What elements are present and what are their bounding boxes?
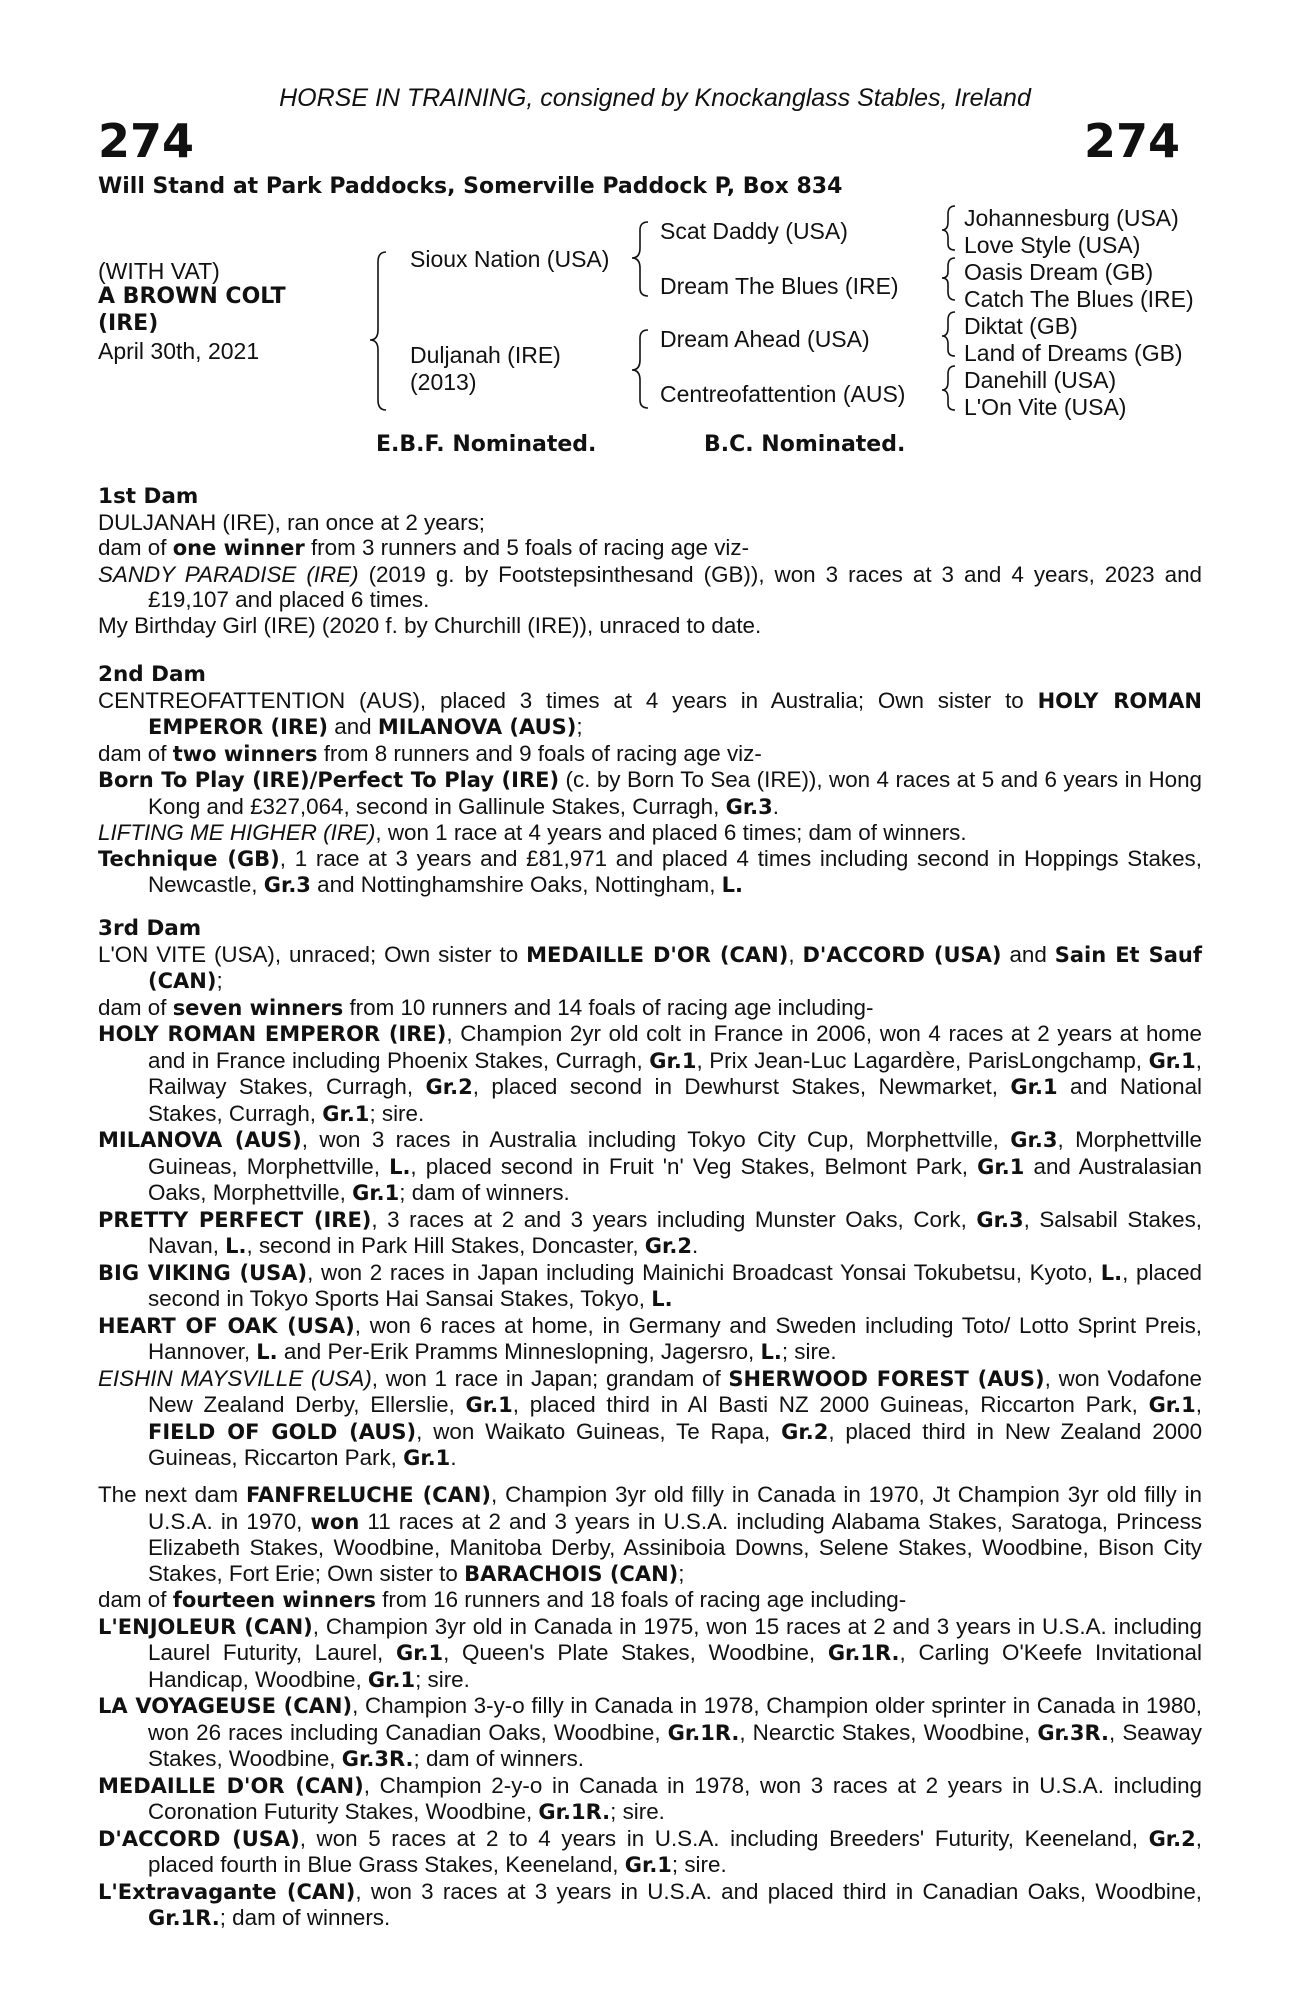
produce-entry: SANDY PARADISE (IRE) (2019 g. by Footstepsinthesand (GB)), won 3 races at 3 and 4 years, 2023 and £19,107 and placed 6 times. xyxy=(98,561,1202,612)
pedigree-sire-sire: Scat Daddy (USA) xyxy=(660,218,848,244)
consignor-line: HORSE IN TRAINING, consigned by Knockanglass Stables, Ireland xyxy=(279,84,1031,112)
first-dam-section xyxy=(98,484,1202,638)
stand-location: Will Stand at Park Paddocks, Somerville Paddock P, Box 834 xyxy=(98,174,843,199)
produce-entry: My Birthday Girl (IRE) (2020 f. by Churchill (IRE)), unraced to date. xyxy=(98,612,762,638)
pedigree-sire: Sioux Nation (USA) xyxy=(410,246,610,272)
first-dam-summary: DULJANAH (IRE), ran once at 2 years; xyxy=(98,509,485,535)
third-dam-summary: L'ON VITE (USA), unraced; Own sister to MEDAILLE D'OR (CAN), D'ACCORD (USA) and Sain Et Sauf (CAN); xyxy=(98,941,1202,993)
foaling-date: April 30th, 2021 xyxy=(98,338,260,364)
produce-entry: MEDAILLE D'OR (CAN), Champion 2-y-o in Canada in 1978, won 3 races at 2 years in U.S.A. including Coronation Futurity Stakes, Woodbine, Gr.1R.; sire. xyxy=(98,1772,1202,1824)
pedigree-dam-sire: Dream Ahead (USA) xyxy=(660,326,870,352)
third-dam-heading: 3rd Dam xyxy=(98,916,202,941)
second-dam-produce-intro: dam of two winners from 8 runners and 9 foals of racing age viz- xyxy=(98,740,762,766)
second-dam-heading: 2nd Dam xyxy=(98,662,206,687)
second-dam-summary: CENTREOFATTENTION (AUS), placed 3 times at 4 years in Australia; Own sister to HOLY ROMAN EMPEROR (IRE) and MILANOVA (AUS); xyxy=(98,687,1202,739)
second-dam-section xyxy=(98,662,1202,899)
vat-status: (WITH VAT) xyxy=(98,258,220,284)
third-dam-produce-intro: dam of seven winners from 10 runners and 14 foals of racing age including- xyxy=(98,994,874,1020)
produce-entry: Born To Play (IRE)/Perfect To Play (IRE) (c. by Born To Sea (IRE)), won 4 races at 5 and 6 years in Hong Kong and £327,064, second in Gallinule Stakes, Curragh, Gr.3. xyxy=(98,767,1202,819)
third-dam-section xyxy=(98,916,1202,1472)
produce-entry: MILANOVA (AUS), won 3 races in Australia including Tokyo City Cup, Morphettville, Gr.3, Morphettville Guineas, Morphettville, L., placed second in Fruit 'n' Veg Stakes, Belmont Park, Gr.1 and Australasian Oaks, Morphettville, Gr.1; dam of winners. xyxy=(98,1127,1203,1205)
first-dam-produce-intro: dam of one winner from 3 runners and 5 foals of racing age viz- xyxy=(98,535,750,560)
horse-description: A BROWN COLT xyxy=(98,284,286,309)
produce-entry: HOLY ROMAN EMPEROR (IRE), Champion 2yr old colt in France in 2006, won 4 races at 2 years at home and in France including Phoenix Stakes, Curragh, Gr.1, Prix Jean-Luc Lagardère, ParisLongchamp, Gr.1, Railway Stakes, Curragh, Gr.2, placed second in Dewhurst Stakes, Newmarket, Gr.1 and National Stakes, Curragh, Gr.1; sire. xyxy=(98,1021,1202,1126)
produce-entry: EISHIN MAYSVILLE (USA), won 1 race in Japan; grandam of SHERWOOD FOREST (AUS), won Vodafone New Zealand Derby, Ellerslie, Gr.1, placed third in Al Basti NZ 2000 Guineas, Riccarton Park, Gr.1, FIELD OF GOLD (AUS), won Waikato Guineas, Te Rapa, Gr.2, placed third in New Zealand 2000 Guineas, Riccarton Park, Gr.1. xyxy=(98,1365,1203,1470)
next-dam-produce-intro: dam of fourteen winners from 16 runners and 18 foals of racing age including- xyxy=(98,1587,907,1612)
pedigree-sire-dam: Dream The Blues (IRE) xyxy=(660,273,899,299)
pedigree-gen3-8: L'On Vite (USA) xyxy=(964,394,1127,420)
lot-number-left: 274 xyxy=(98,114,195,168)
ebf-nomination: E.B.F. Nominated. xyxy=(376,432,597,457)
bc-nomination: B.C. Nominated. xyxy=(704,432,906,457)
pedigree-gen3-2: Love Style (USA) xyxy=(964,232,1141,258)
pedigree-dam: Duljanah (IRE) xyxy=(410,342,561,368)
produce-entry: LIFTING ME HIGHER (IRE), won 1 race at 4 years and placed 6 times; dam of winners. xyxy=(98,820,967,845)
pedigree-gen3-1: Johannesburg (USA) xyxy=(964,205,1179,231)
produce-entry: D'ACCORD (USA), won 5 races at 2 to 4 years in U.S.A. including Breeders' Futurity, Keeneland, Gr.2, placed fourth in Blue Grass Stakes, Keeneland, Gr.1; sire. xyxy=(98,1825,1202,1877)
pedigree-gen3-3: Oasis Dream (GB) xyxy=(964,259,1154,285)
next-dam-section xyxy=(98,1482,1202,1932)
first-dam-heading: 1st Dam xyxy=(98,484,199,509)
horse-origin: (IRE) xyxy=(98,311,159,336)
pedigree-gen3-4: Catch The Blues (IRE) xyxy=(964,286,1194,312)
pedigree-dam-dam: Centreofattention (AUS) xyxy=(660,381,906,407)
produce-entry: L'ENJOLEUR (CAN), Champion 3yr old in Canada in 1975, won 15 races at 2 and 3 years in U.S.A. including Laurel Futurity, Laurel, Gr.1, Queen's Plate Stakes, Woodbine, Gr.1R., Carling O'Keefe Invitational Handicap, Woodbine, Gr.1; sire. xyxy=(98,1613,1202,1692)
produce-entry: PRETTY PERFECT (IRE), 3 races at 2 and 3 years including Munster Oaks, Cork, Gr.3, Salsabil Stakes, Navan, L., second in Park Hill Stakes, Doncaster, Gr.2. xyxy=(98,1206,1202,1258)
pedigree-gen3-6: Land of Dreams (GB) xyxy=(964,340,1183,366)
produce-entry: LA VOYAGEUSE (CAN), Champion 3-y-o filly in Canada in 1978, Champion older sprinter in Canada in 1980, won 26 races including Canadian Oaks, Woodbine, Gr.1R., Nearctic Stakes, Woodbine, Gr.3R., Seaway Stakes, Woodbine, Gr.3R.; dam of winners. xyxy=(98,1693,1202,1771)
produce-entry: L'Extravagante (CAN), won 3 races at 3 years in U.S.A. and placed third in Canadian Oaks, Woodbine, Gr.1R.; dam of winners. xyxy=(98,1878,1202,1930)
lot-number-right: 274 xyxy=(1084,114,1181,168)
pedigree-dam-year: (2013) xyxy=(410,369,477,395)
pedigree-gen3-7: Danehill (USA) xyxy=(964,367,1117,393)
produce-entry: Technique (GB), 1 race at 3 years and £81,971 and placed 4 times including second in Hoppings Stakes, Newcastle, Gr.3 and Nottinghamshire Oaks, Nottingham, L. xyxy=(98,845,1202,897)
produce-entry: HEART OF OAK (USA), won 6 races at home, in Germany and Sweden including Toto/ Lotto Sprint Preis, Hannover, L. and Per-Erik Pramms Minneslopning, Jagersro, L.; sire. xyxy=(98,1312,1202,1364)
pedigree-gen3-5: Diktat (GB) xyxy=(964,313,1078,339)
produce-entry: BIG VIKING (USA), won 2 races in Japan including Mainichi Broadcast Yonsai Tokubetsu, Kyoto, L., placed second in Tokyo Sports Hai Sansai Stakes, Tokyo, L. xyxy=(98,1259,1202,1311)
next-dam-summary: The next dam FANFRELUCHE (CAN), Champion 3yr old filly in Canada in 1970, Jt Champion 3yr old filly in U.S.A. in 1970, won 11 races at 2 and 3 years in U.S.A. including Alabama Stakes, Saratoga, Princess Elizabeth Stakes, Woodbine, Manitoba Derby, Assiniboia Downs, Selene Stakes, Woodbine, Bison City Stakes, Fort Erie; Own sister to BARACHOIS (CAN); xyxy=(98,1482,1202,1586)
